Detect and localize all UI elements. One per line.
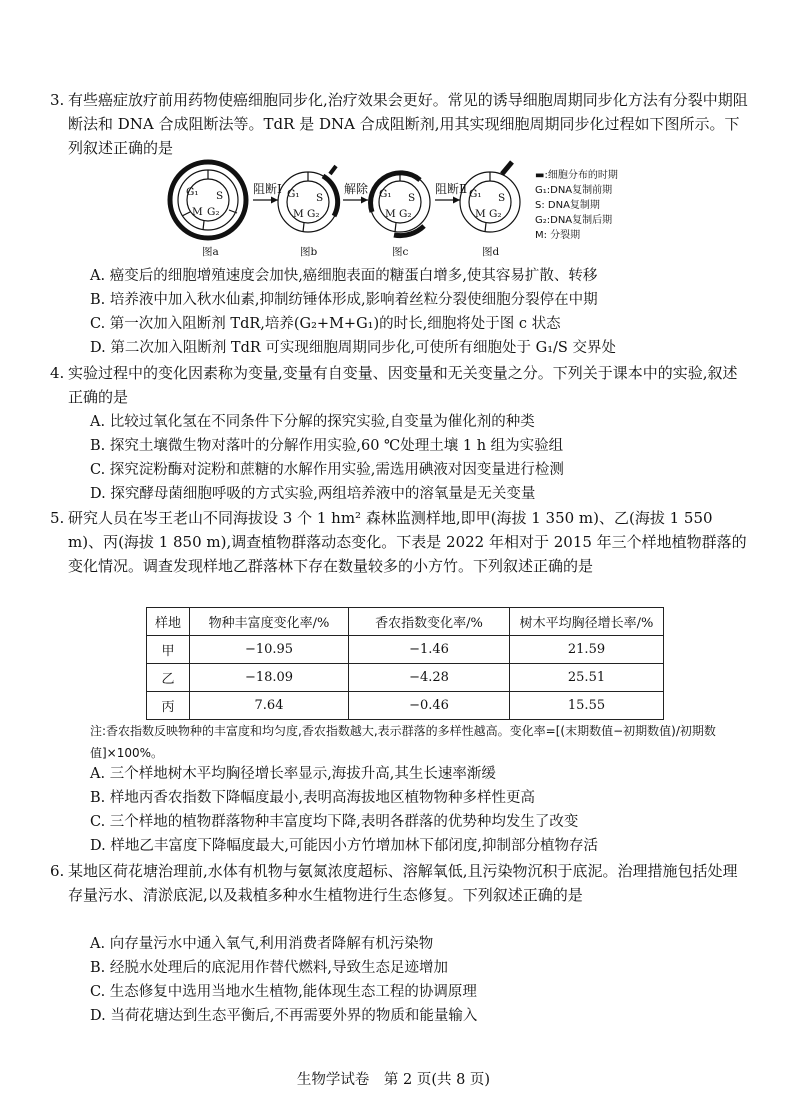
q3-option-b: B. 培养液中加入秋水仙素,抑制纺锤体形成,影响着丝粒分裂使细胞分裂停在中期 bbox=[90, 292, 598, 308]
phase-label-g2: G₂ bbox=[207, 206, 220, 218]
table-header: 样地 bbox=[147, 608, 190, 636]
table-cell: 15.55 bbox=[510, 692, 664, 720]
table-cell: −1.46 bbox=[349, 636, 510, 664]
q5-option-b: B. 样地丙香农指数下降幅度最小,表明高海拔地区植物物种多样性更高 bbox=[90, 790, 535, 806]
question-stem: 研究人员在岑王老山不同海拔设 3 个 1 hm² 森林监测样地,即甲(海拔 1 350 m)、乙(海拔 1 550 m)、丙(海拔 1 850 m),调查植物群落动态变化。下表是 2022 年相对于 2015 年三个样地植物群落的变化情况。调查发现样地乙群落林下存在数量较多的小方竹。下列叙述正确的是 bbox=[68, 509, 747, 575]
table-header: 物种丰富度变化率/% bbox=[190, 608, 349, 636]
phase-label-s: S bbox=[408, 192, 416, 204]
phase-label-g1: G₁ bbox=[287, 188, 300, 200]
arrow-label-block1: 阻断Ⅰ bbox=[253, 182, 282, 196]
q5-option-c: C. 三个样地的植物群落物种丰富度均下降,表明各群落的优势种均发生了改变 bbox=[90, 814, 579, 830]
table-header: 树木平均胸径增长率/% bbox=[510, 608, 664, 636]
phase-label-g2: G₂ bbox=[399, 208, 412, 220]
table-cell: 乙 bbox=[147, 664, 190, 692]
phase-label-s: S bbox=[216, 190, 224, 202]
q6-option-b: B. 经脱水处理后的底泥用作替代燃料,导致生态足迹增加 bbox=[90, 960, 448, 976]
figure-legend bbox=[535, 168, 618, 243]
q4-option-d: D. 探究酵母菌细胞呼吸的方式实验,两组培养液中的溶氧量是无关变量 bbox=[90, 486, 536, 502]
arrow-label-release: 解除 bbox=[344, 182, 369, 196]
table-cell: −4.28 bbox=[349, 664, 510, 692]
table-header-row bbox=[147, 608, 664, 636]
table-cell: 25.51 bbox=[510, 664, 664, 692]
q6-option-d: D. 当荷花塘达到生态平衡后,不再需要外界的物质和能量输入 bbox=[90, 1008, 478, 1024]
table-row bbox=[147, 664, 664, 692]
legend-item: G₁:DNA复制前期 bbox=[535, 185, 613, 196]
legend-item: M: 分裂期 bbox=[535, 230, 581, 241]
question-5 bbox=[50, 506, 748, 578]
table-cell: 甲 bbox=[147, 636, 190, 664]
phase-label-s: S bbox=[316, 192, 324, 204]
q5-option-d: D. 样地乙丰富度下降幅度最大,可能因小方竹增加林下郁闭度,抑制部分植物存活 bbox=[90, 838, 599, 854]
phase-label-s: S bbox=[498, 192, 506, 204]
q4-option-a: A. 比较过氧化氢在不同条件下分解的探究实验,自变量为催化剂的种类 bbox=[90, 414, 535, 430]
question-3 bbox=[50, 88, 748, 160]
table-cell: −0.46 bbox=[349, 692, 510, 720]
question-6 bbox=[50, 859, 748, 907]
question-stem: 实验过程中的变化因素称为变量,变量有自变量、因变量和无关变量之分。下列关于课本中的实验,叙述正确的是 bbox=[68, 364, 738, 406]
q3-option-c: C. 第一次加入阻断剂 TdR,培养(G₂+M+G₁)的时长,细胞将处于图 c 状态 bbox=[90, 316, 561, 332]
phase-label-m: M bbox=[293, 208, 304, 220]
figure-caption-a: 图a bbox=[202, 246, 219, 258]
cycle-a bbox=[170, 162, 246, 238]
q6-option-a: A. 向存量污水中通入氧气,利用消费者降解有机污染物 bbox=[90, 936, 434, 952]
question-number: 6. bbox=[50, 862, 65, 880]
phase-label-m: M bbox=[475, 208, 486, 220]
question-4 bbox=[50, 361, 748, 409]
table-row bbox=[147, 692, 664, 720]
cycle-c bbox=[370, 172, 430, 236]
table-cell: 21.59 bbox=[510, 636, 664, 664]
figure-caption-c: 图c bbox=[392, 246, 409, 258]
q4-option-c: C. 探究淀粉酶对淀粉和蔗糖的水解作用实验,需选用碘液对因变量进行检测 bbox=[90, 462, 564, 478]
table-cell: 丙 bbox=[147, 692, 190, 720]
q6-option-c: C. 生态修复中选用当地水生植物,能体现生态工程的协调原理 bbox=[90, 984, 477, 1000]
figure-caption-d: 图d bbox=[482, 246, 500, 258]
table-row bbox=[147, 636, 664, 664]
q4-option-b: B. 探究土壤微生物对落叶的分解作用实验,60 ℃处理土壤 1 h 组为实验组 bbox=[90, 438, 564, 454]
phase-label-g2: G₂ bbox=[489, 208, 502, 220]
legend-item: G₂:DNA复制后期 bbox=[535, 215, 613, 226]
table-header: 香农指数变化率/% bbox=[349, 608, 510, 636]
q3-option-a: A. 癌变后的细胞增殖速度会加快,癌细胞表面的糖蛋白增多,使其容易扩散、转移 bbox=[90, 268, 598, 284]
question-number: 5. bbox=[50, 509, 65, 527]
phase-label-g1: G₁ bbox=[186, 186, 199, 198]
question-number: 3. bbox=[50, 91, 65, 109]
table-cell: 7.64 bbox=[190, 692, 349, 720]
phase-label-m: M bbox=[192, 206, 203, 218]
phase-label-g2: G₂ bbox=[307, 208, 320, 220]
legend-item: S: DNA复制期 bbox=[535, 200, 600, 211]
arrow-label-block2: 阻断Ⅱ bbox=[435, 182, 468, 196]
q3-option-d: D. 第二次加入阻断剂 TdR 可实现细胞周期同步化,可使所有细胞处于 G₁/S 交界处 bbox=[90, 340, 616, 356]
phase-label-m: M bbox=[385, 208, 396, 220]
phase-label-g1: G₁ bbox=[379, 188, 392, 200]
figure-caption-b: 图b bbox=[300, 246, 318, 258]
sample-plot-table bbox=[146, 607, 664, 720]
table-note: 注:香农指数反映物种的丰富度和均匀度,香农指数越大,表示群落的多样性越高。变化率=[(末期数值−初期数值)/初期数值]×100%。 bbox=[90, 724, 716, 760]
table-cell: −18.09 bbox=[190, 664, 349, 692]
question-stem: 某地区荷花塘治理前,水体有机物与氨氮浓度超标、溶解氧低,且污染物沉积于底泥。治理措施包括处理存量污水、清淤底泥,以及栽植多种水生植物进行生态修复。下列叙述正确的是 bbox=[68, 862, 738, 904]
page-footer: 生物学试卷 第 2 页(共 8 页) bbox=[296, 1072, 491, 1088]
question-number: 4. bbox=[50, 364, 65, 382]
legend-item: ▬:细胞分布的时期 bbox=[535, 170, 618, 181]
table-cell: −10.95 bbox=[190, 636, 349, 664]
phase-label-g1: G₁ bbox=[469, 188, 482, 200]
q5-option-a: A. 三个样地树木平均胸径增长率显示,海拔升高,其生长速率渐缓 bbox=[90, 766, 496, 782]
question-stem: 有些癌症放疗前用药物使癌细胞同步化,治疗效果会更好。常见的诱导细胞周期同步化方法有分裂中期阻断法和 DNA 合成阻断法等。TdR 是 DNA 合成阻断剂,用其实现细胞周期同步化过程如下图所示。下列叙述正确的是 bbox=[68, 91, 748, 157]
